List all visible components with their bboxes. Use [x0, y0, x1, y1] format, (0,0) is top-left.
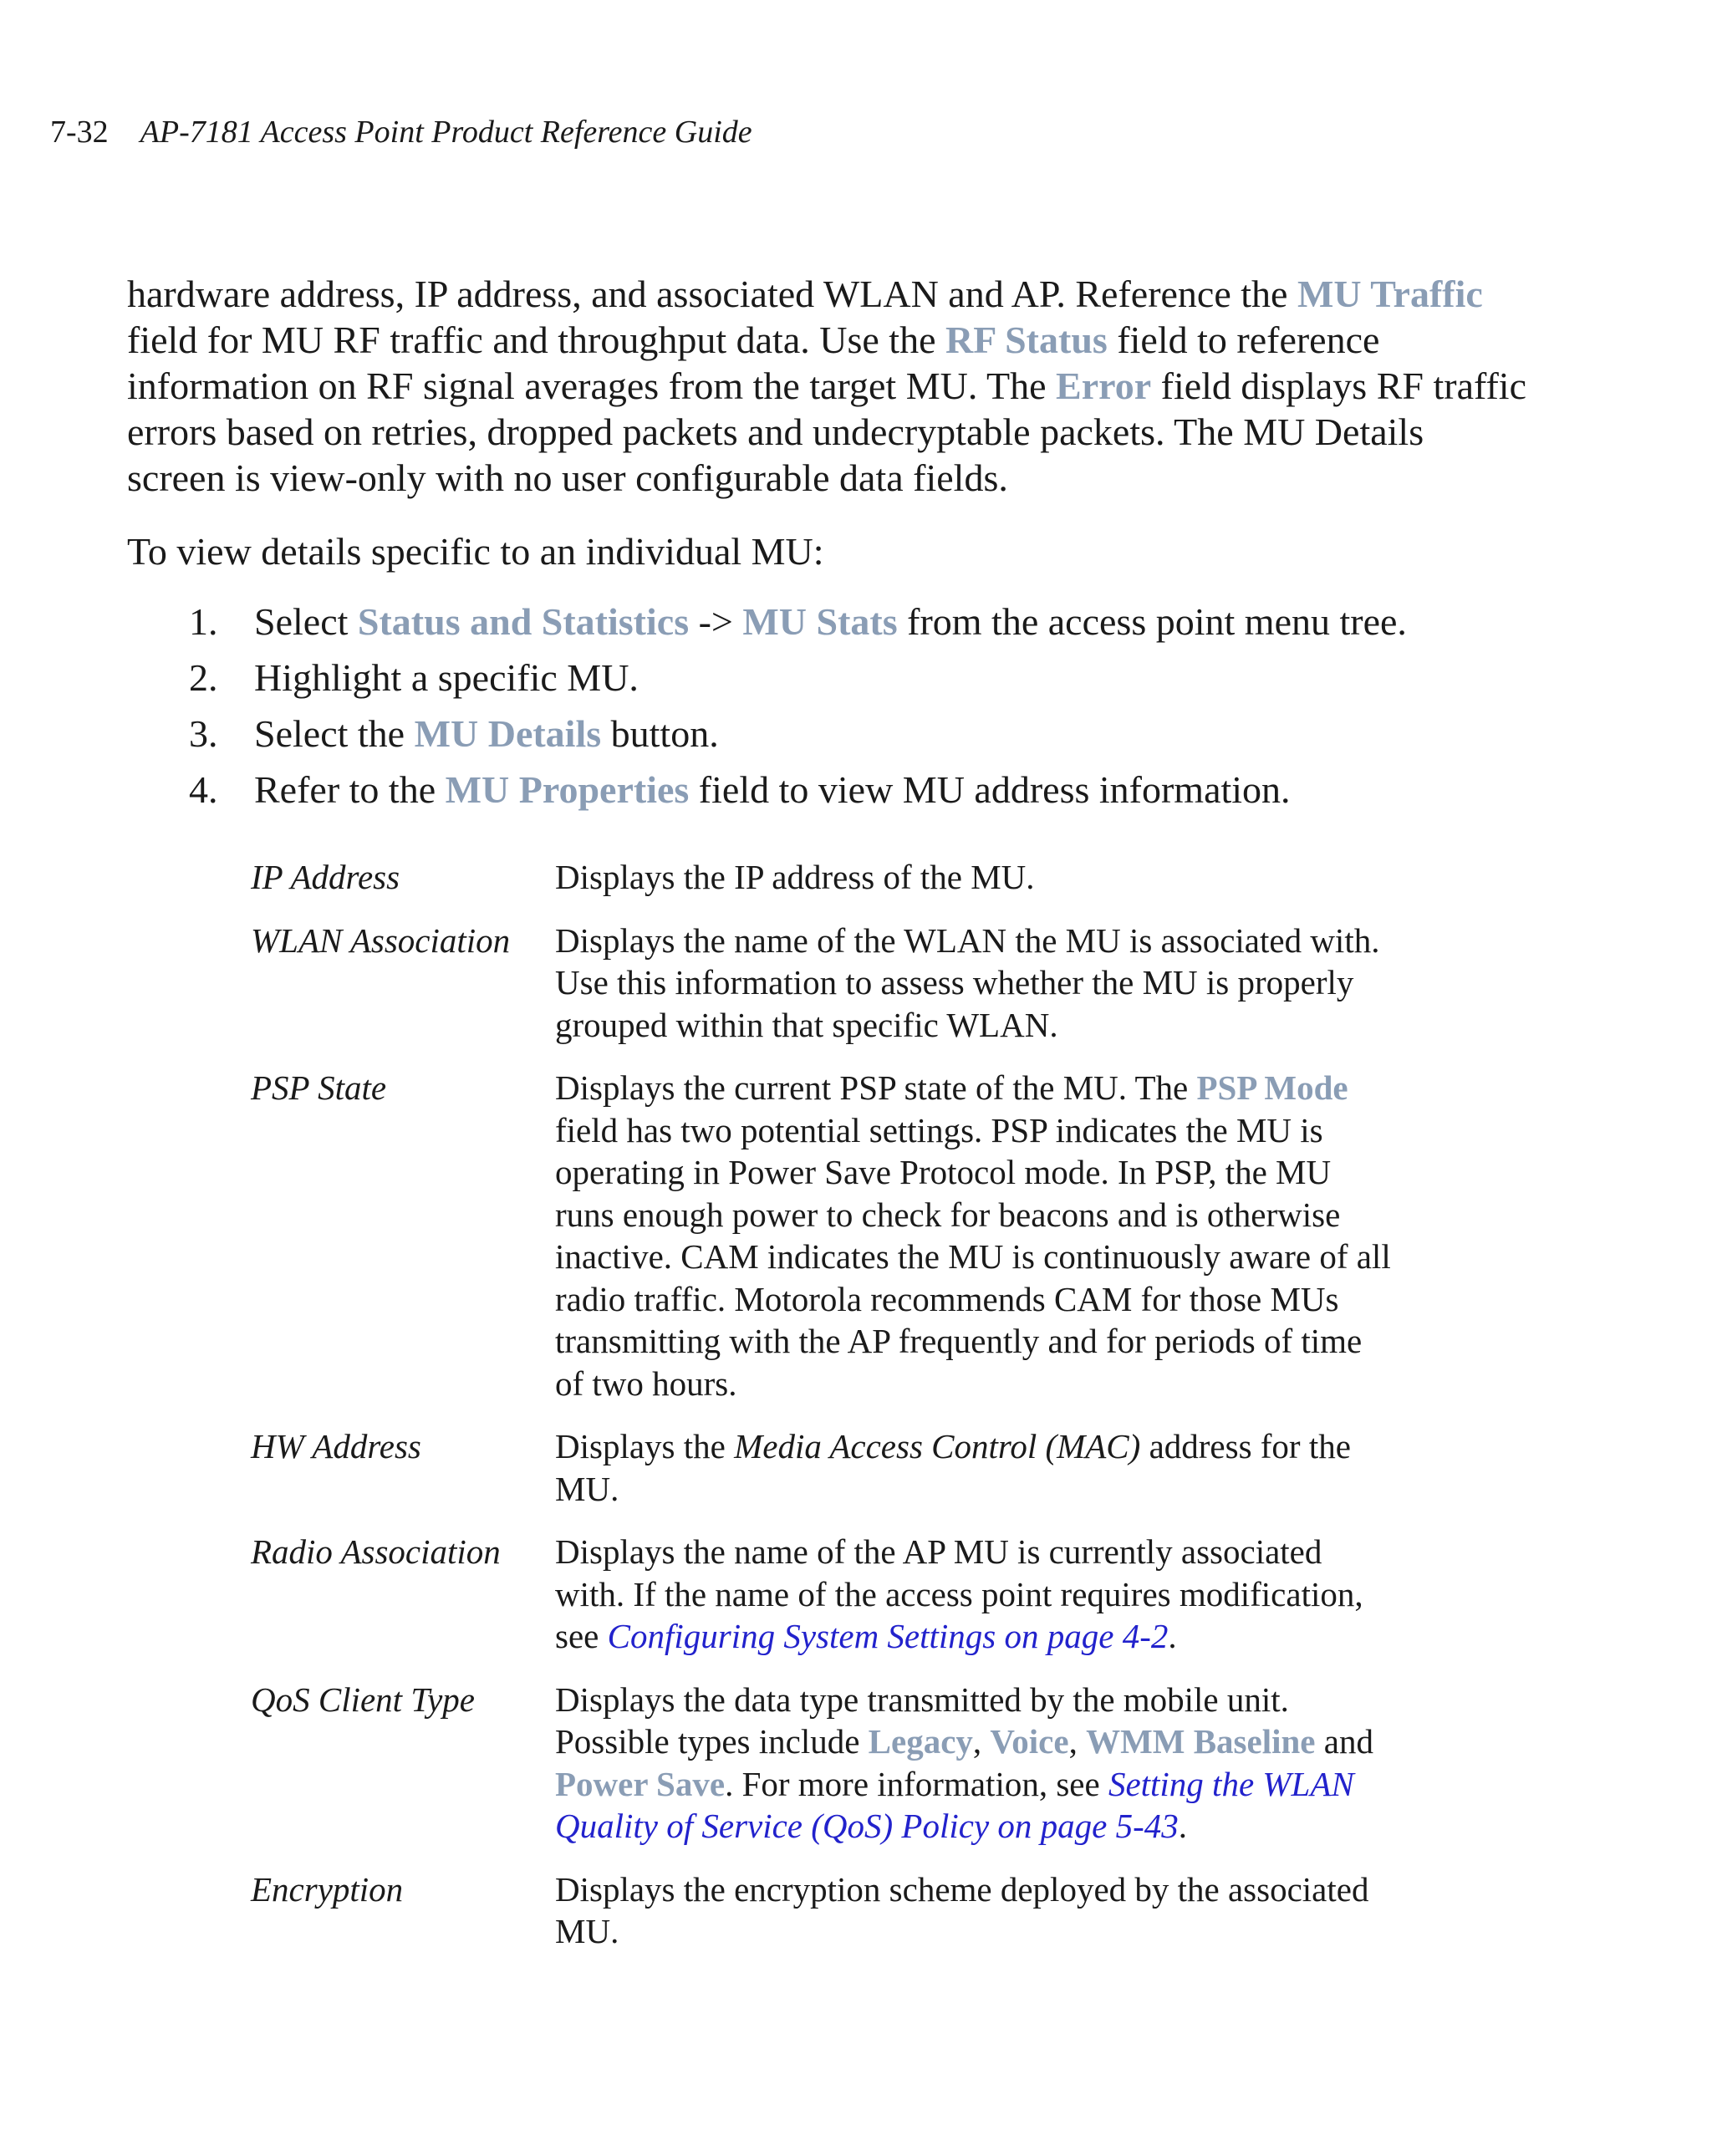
definition-term: Encryption — [251, 1869, 404, 1909]
description-text: Displays the name of the WLAN the MU is associated with. Use this information to assess whether the MU is properly grouped within that specific WLAN. — [555, 920, 1380, 1044]
description-text: . — [1168, 1617, 1177, 1655]
mu-traffic-field-ref: MU Traffic — [1297, 273, 1483, 315]
definition-term: Radio Association — [251, 1532, 501, 1571]
step-text: Select — [254, 600, 358, 643]
mu-stats-ref: MU Stats — [742, 600, 898, 643]
description-text: Displays the name of the AP MU is currently associated with. If the name of the access point requires modification, see — [555, 1532, 1363, 1655]
procedure-steps — [189, 599, 1407, 823]
description-text: Displays the encryption scheme deployed by the associated MU. — [555, 1869, 1369, 1950]
rf-status-field-ref: RF Status — [945, 319, 1108, 361]
definition-row — [251, 1679, 1421, 1848]
guide-title: AP-7181 Access Point Product Reference Guide — [140, 115, 752, 150]
definition-term: IP Address — [251, 858, 400, 896]
wlan-qos-policy-link[interactable]: Setting the WLAN Quality of Service (QoS) Policy on page 5-43 — [555, 1764, 1354, 1845]
step-number: 4. — [189, 768, 218, 811]
description-text: Displays the IP address of the MU. — [555, 858, 1035, 896]
definition-row — [251, 1868, 1421, 1953]
step-number: 2. — [189, 656, 218, 699]
intro-text: field to reference information on RF signal averages from the target MU. The — [127, 319, 1380, 407]
description-text: and — [1315, 1722, 1373, 1761]
definition-description — [555, 1868, 1391, 1953]
step-text: Select the — [254, 712, 415, 755]
step-text: button. — [601, 712, 719, 755]
step-text: from the access point menu tree. — [897, 600, 1407, 643]
field-definitions — [251, 856, 1421, 1974]
intro-text: field displays RF traffic errors based on retries, dropped packets and undecryptable packets. The MU Details screen is view-only with no user configurable data fields. — [127, 364, 1526, 499]
description-text: , — [1068, 1722, 1087, 1761]
definition-description — [555, 1067, 1391, 1404]
step-number: 3. — [189, 712, 218, 755]
definition-term: WLAN Association — [251, 920, 511, 960]
definition-description — [555, 920, 1391, 1047]
definition-description — [555, 1425, 1391, 1510]
intro-paragraph — [127, 271, 1531, 501]
page-header — [50, 114, 752, 150]
definition-row — [251, 1531, 1421, 1658]
step-item — [189, 711, 1407, 757]
psp-mode-ref: PSP Mode — [1196, 1068, 1348, 1107]
procedure-lead: To view details specific to an individual MU: — [127, 530, 824, 573]
configuring-system-settings-link[interactable]: Configuring System Settings on page 4-2 — [607, 1617, 1169, 1655]
error-field-ref: Error — [1056, 364, 1152, 407]
voice-ref: Voice — [990, 1722, 1069, 1761]
definition-description — [555, 856, 1391, 899]
legacy-ref: Legacy — [868, 1722, 973, 1761]
description-text: Displays the — [555, 1427, 735, 1465]
definition-row — [251, 856, 1421, 899]
intro-text: hardware address, IP address, and associated WLAN and AP. Reference the — [127, 273, 1297, 315]
definition-row — [251, 1425, 1421, 1510]
mu-details-button-ref: MU Details — [414, 712, 602, 755]
step-item — [189, 655, 1407, 701]
step-text: Refer to the — [254, 768, 446, 811]
definition-term: QoS Client Type — [251, 1679, 475, 1719]
definition-description — [555, 1679, 1391, 1848]
description-text: Displays the data type transmitted by the mobile unit. Possible types include — [555, 1679, 1289, 1761]
description-text: field has two potential settings. PSP indicates the MU is operating in Power Save Protocol mode. In PSP, the MU runs enough power to check for beacons and is otherwise inactive. CAM indicates the MU is continuously aware of all radio traffic. Motorola recommends CAM for those MUs transmitting with the AP frequently and for periods of time of two hours. — [555, 1110, 1391, 1403]
step-text: -> — [689, 600, 743, 643]
description-text: . For more information, see — [725, 1764, 1108, 1803]
definition-row — [251, 1067, 1421, 1404]
step-item — [189, 599, 1407, 645]
definition-description — [555, 1531, 1391, 1658]
description-text: , — [972, 1722, 991, 1761]
definition-term: PSP State — [251, 1068, 387, 1107]
step-item — [189, 767, 1407, 813]
step-number: 1. — [189, 600, 218, 643]
page-number: 7-32 — [50, 115, 109, 150]
mu-properties-ref: MU Properties — [445, 768, 690, 811]
definition-term: HW Address — [251, 1427, 421, 1465]
status-and-statistics-ref: Status and Statistics — [357, 600, 690, 643]
mac-term: Media Access Control (MAC) — [734, 1427, 1141, 1465]
description-text: address for the MU. — [555, 1427, 1351, 1508]
intro-text: field for MU RF traffic and throughput data. Use the — [127, 319, 945, 361]
step-text: field to view MU address information. — [689, 768, 1291, 811]
wmm-baseline-ref: WMM Baseline — [1086, 1722, 1316, 1761]
description-text: Displays the current PSP state of the MU. The — [555, 1068, 1197, 1107]
power-save-ref: Power Save — [555, 1764, 726, 1803]
step-text: Highlight a specific MU. — [254, 656, 639, 699]
description-text: . — [1178, 1807, 1187, 1845]
definition-row — [251, 920, 1421, 1047]
